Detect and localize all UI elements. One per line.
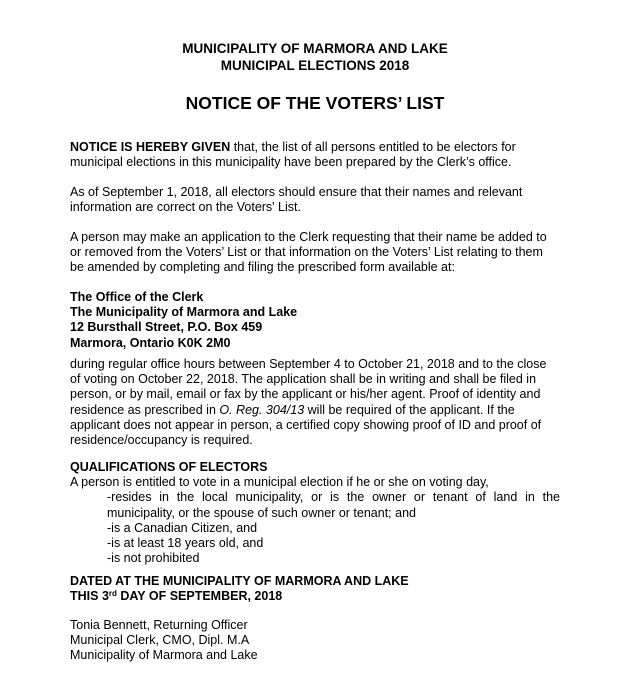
check-list-paragraph: As of September 1, 2018, all electors should ensure that their names and relevant information are correct on the Voters' List.: [70, 185, 523, 215]
notice-lead-rest: that, the list of all persons entitled to be electors for municipal elections in this municipality have been prepared by the Clerk’s office.: [70, 140, 516, 170]
notice-paragraph: [70, 140, 560, 170]
qualifications-intro: A person is entitled to vote in a municipal election if he or she on voting day,: [70, 475, 489, 490]
dated-line: DATED AT THE MUNICIPALITY OF MARMORA AND LAKE: [70, 574, 409, 588]
qualification-item: -is at least 18 years old, and: [107, 536, 264, 551]
qualification-item: -is not prohibited: [107, 551, 200, 566]
office-hours-text: during regular office hours between September 4 to October 21, 2018 and to the close of voting on October 22, 2018. The application shall be in writing and shall be filed in person, or by mail, email or fax by the applicant or his/her agent. Proof of identity and residence as prescribed in: [70, 357, 547, 417]
signatory-title: Municipal Clerk, CMO, Dipl. M.A: [70, 633, 250, 648]
dated-day-suffix: rd: [108, 589, 117, 599]
address-line: The Office of the Clerk: [70, 290, 204, 304]
address-line: Marmora, Ontario K0K 2M0: [70, 335, 231, 350]
qualifications-heading: QUALIFICATIONS OF ELECTORS: [70, 460, 268, 474]
regulation-reference: O. Reg. 304/13: [219, 402, 305, 417]
municipality-heading: MUNICIPALITY OF MARMORA AND LAKE: [182, 41, 448, 56]
page-title: NOTICE OF THE VOTERS’ LIST: [185, 93, 445, 113]
application-paragraph: A person may make an application to the Clerk requesting that their name be added to or removed from the Voters’ List or that information on the Voters’ List relating to them be amended by completing and filing the prescribed form available at:: [70, 230, 547, 275]
office-hours-text-end: will be required of the applicant. If the applicant does not appear in person, a certified copy showing proof of ID and proof of residence/occupancy is required.: [70, 402, 542, 448]
clerk-address: [70, 290, 560, 351]
address-line: 12 Bursthall Street, P.O. Box 459: [70, 320, 263, 335]
dated-section: [70, 574, 560, 604]
dated-day-prefix: THIS 3: [70, 589, 109, 604]
qualifications-section: [70, 460, 560, 566]
address-line: The Municipality of Marmora and Lake: [70, 305, 298, 320]
office-hours-paragraph: [70, 357, 560, 448]
signatory-name: Tonia Bennett, Returning Officer: [70, 618, 248, 632]
elections-heading: MUNICIPAL ELECTIONS 2018: [220, 58, 410, 73]
notice-lead: NOTICE IS HEREBY GIVEN: [70, 140, 231, 154]
signatory-municipality: Municipality of Marmora and Lake: [70, 648, 258, 663]
dated-day-rest: DAY OF SEPTEMBER, 2018: [116, 589, 283, 604]
dated-day-line: [70, 589, 560, 604]
qualification-item: -resides in the local municipality, or is the owner or tenant of land in the municipality, or the spouse of such owner or tenant; and: [107, 490, 560, 520]
qualification-item: -is a Canadian Citizen, and: [107, 520, 258, 535]
signature-block: [70, 618, 560, 664]
